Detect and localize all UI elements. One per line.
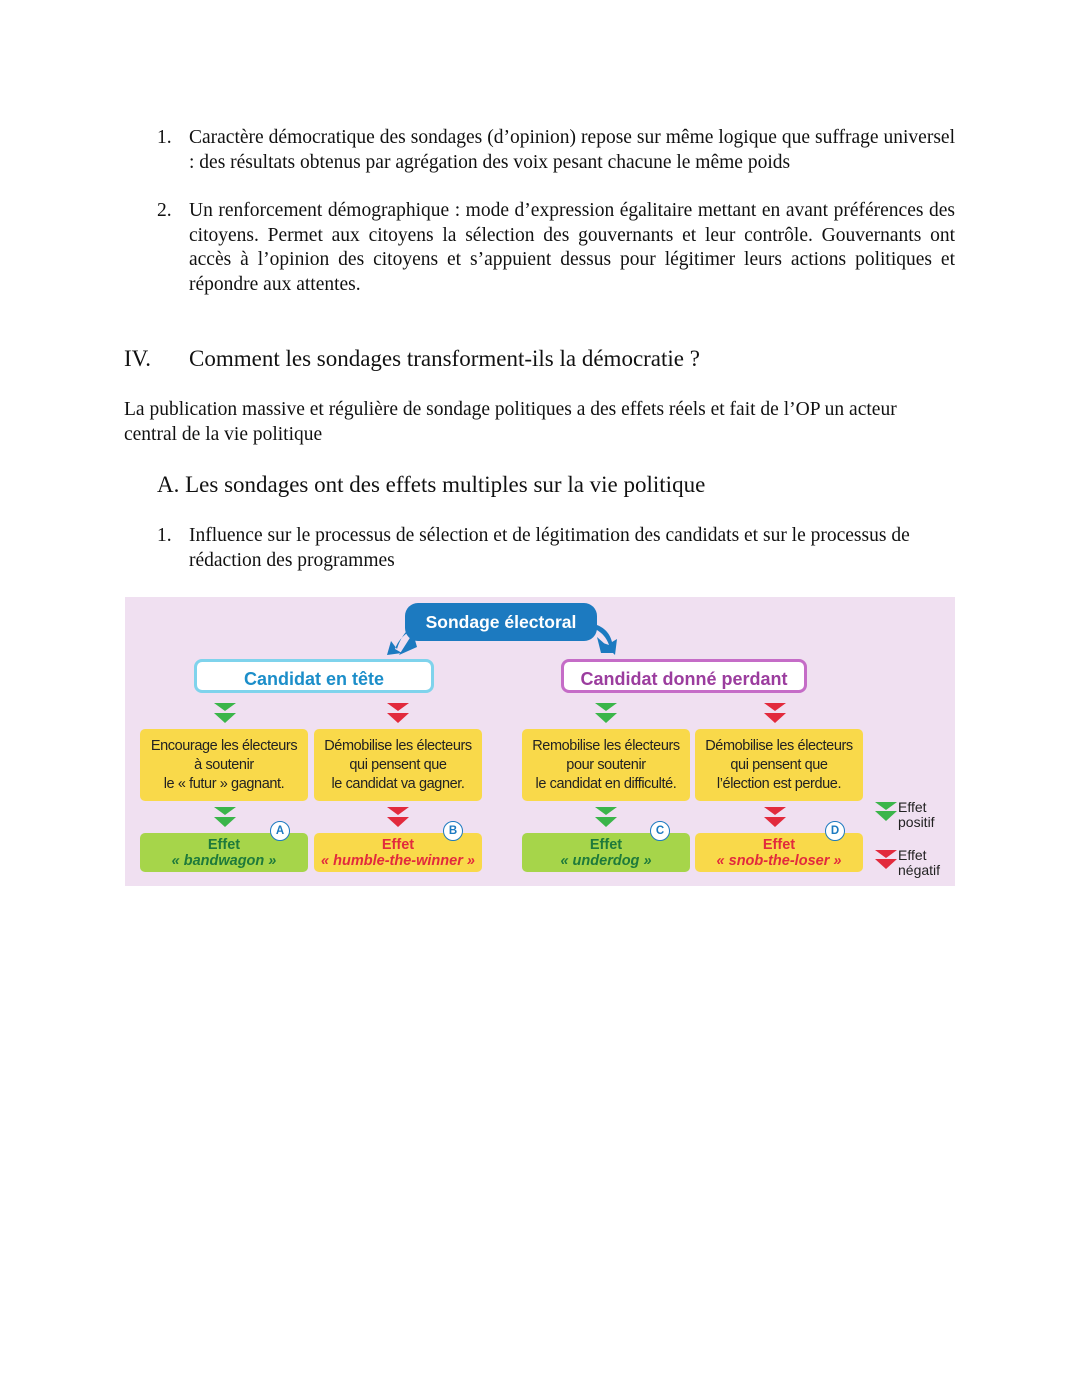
box-line: qui pensent que	[349, 756, 447, 773]
box-line: qui pensent que	[730, 756, 828, 773]
legend-line: Effet	[898, 799, 927, 815]
letter-badge: C	[650, 821, 670, 841]
intro-paragraph: La publication massive et régulière de sondage politiques a des effets réels et fait de l’OP un acteur central de la vie politique	[124, 399, 897, 445]
legend-positive-icon	[875, 802, 897, 821]
effect-name: « underdog »	[560, 852, 652, 869]
box-line: Démobilise les électeurs	[324, 737, 472, 754]
effect-title: Effet	[762, 836, 796, 853]
box-line: à soutenir	[194, 756, 254, 773]
box-line: le « futur » gagnant.	[163, 775, 285, 792]
legend-line: négatif	[898, 862, 941, 878]
list-item-text: Influence sur le processus de sélection et de légitimation des candidats et sur le processus de rédaction des programmes	[189, 525, 910, 571]
legend-line: positif	[898, 814, 935, 830]
list-number: 1.	[157, 525, 172, 546]
red-chevron-icon	[764, 807, 786, 827]
list-item-text: Caractère démocratique des sondages (d’opinion) repose sur même logique que suffrage universel : des résultats obtenus par agrégation des voix pesant chacune le même poids	[189, 127, 955, 173]
top-node-survey: Sondage électoral	[405, 603, 597, 641]
list-number: 1.	[157, 127, 172, 148]
box-line: l’élection est perdue.	[716, 775, 842, 792]
effect-title: Effet	[207, 836, 241, 853]
green-chevron-icon	[595, 703, 617, 723]
box-line: Démobilise les électeurs	[705, 737, 853, 754]
letter-badge: B	[443, 821, 463, 841]
effect-name: « bandwagon »	[171, 852, 277, 869]
legend-negative	[898, 848, 940, 878]
green-chevron-icon	[214, 703, 236, 723]
subsection-title: A. Les sondages ont des effets multiples sur la vie politique	[157, 472, 706, 497]
red-chevron-icon	[764, 703, 786, 723]
candidate-leading-box: Candidat en tête	[194, 659, 434, 693]
letter-badge: D	[825, 821, 845, 841]
arrow-right-icon	[595, 625, 617, 655]
effect-title: Effet	[589, 836, 623, 853]
list-number: 2.	[157, 200, 172, 221]
legend-positive	[898, 800, 935, 830]
box-line: le candidat en difficulté.	[535, 775, 677, 792]
box-line: Remobilise les électeurs	[532, 737, 680, 754]
box-line: Encourage les électeurs	[150, 737, 298, 754]
red-chevron-icon	[387, 807, 409, 827]
green-chevron-icon	[214, 807, 236, 827]
description-box	[140, 729, 308, 801]
box-line: pour soutenir	[566, 756, 646, 773]
effect-name: « humble-the-winner »	[321, 852, 475, 869]
effect-name: « snob-the-loser »	[716, 852, 842, 869]
candidate-losing-box: Candidat donné perdant	[561, 659, 807, 693]
letter-badge: A	[270, 821, 290, 841]
section-number: IV.	[124, 346, 152, 371]
effect-title: Effet	[381, 836, 415, 853]
red-chevron-icon	[387, 703, 409, 723]
description-box	[695, 729, 863, 801]
polling-effects-diagram	[125, 597, 955, 886]
description-box	[314, 729, 482, 801]
box-line: le candidat va gagner.	[331, 775, 465, 792]
legend-negative-icon	[875, 850, 897, 869]
green-chevron-icon	[595, 807, 617, 827]
list-item-text: Un renforcement démographique : mode d’expression égalitaire mettant en avant préférences des citoyens. Permet aux citoyens la sélection des gouvernants et leur contrôle. Gouvernants ont accès à l’opinion des citoyens et s’appuient dessus pour légitimer leurs actions politiques et répondre aux attentes.	[189, 200, 955, 295]
legend-line: Effet	[898, 847, 927, 863]
section-title: Comment les sondages transforment-ils la démocratie ?	[189, 346, 700, 371]
description-box	[522, 729, 690, 801]
